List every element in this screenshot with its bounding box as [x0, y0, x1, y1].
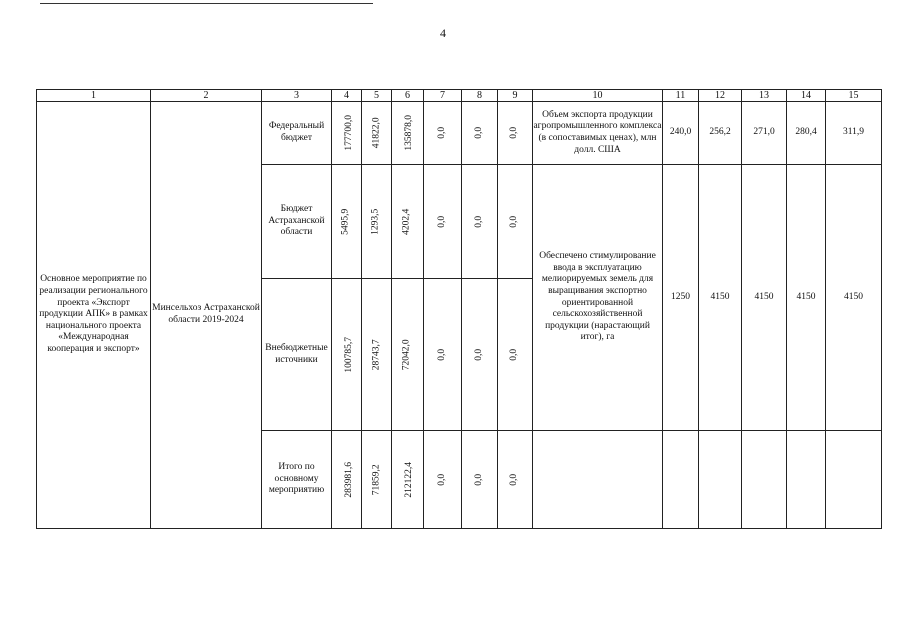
source-cell: [262, 102, 332, 165]
col-header: 6: [392, 90, 424, 102]
col-header: 3: [262, 90, 332, 102]
value-cell: [362, 165, 392, 279]
indicator-value: 280,4: [787, 102, 826, 165]
value-cell: [392, 165, 424, 279]
value-cell: [362, 102, 392, 165]
col-header: 9: [498, 90, 533, 102]
source-name: Бюджет Астраханской области: [268, 204, 325, 238]
value-cell: [424, 165, 462, 279]
value-cell: [332, 165, 362, 279]
executor-name: Минсельхоз Астраханской области 2019-2024: [152, 303, 260, 325]
indicator-value: 4150: [787, 165, 826, 431]
table-row: [37, 102, 882, 165]
empty-cell: [826, 431, 882, 529]
empty-cell: [699, 431, 742, 529]
top-rule: [40, 3, 373, 4]
value-cell: [462, 431, 498, 529]
program-table: [36, 89, 882, 529]
value-cell: [332, 279, 362, 431]
value-cell: [462, 279, 498, 431]
col-header: 14: [787, 90, 826, 102]
col-header: 2: [151, 90, 262, 102]
source-cell: [262, 431, 332, 529]
value-c7: 0,0: [436, 348, 447, 361]
page-number: 4: [440, 26, 446, 40]
source-name: Внебюджетные источники: [265, 342, 328, 365]
value-c4: 283981,6: [344, 461, 355, 498]
indicator-value: 311,9: [826, 102, 882, 165]
value-c7: 0,0: [436, 127, 447, 139]
indicator-value: 4150: [826, 165, 882, 431]
value-cell: [462, 165, 498, 279]
indicator-value: 256,2: [699, 102, 742, 165]
col-header: 15: [826, 90, 882, 102]
value-c5: 28743,7: [371, 339, 382, 370]
value-c6: 212122,4: [404, 461, 415, 498]
empty-cell: [742, 431, 787, 529]
value-c8: 0,0: [473, 215, 484, 228]
value-c4: 5495,9: [340, 208, 351, 235]
col-header: 12: [699, 90, 742, 102]
value-cell: [498, 279, 533, 431]
value-cell: [392, 431, 424, 529]
value-c8: 0,0: [473, 127, 484, 139]
value-c4: 100785,7: [344, 336, 355, 373]
indicator-name: Обеспечено стимулирование ввода в эксплуатацию мелиорируемых земель для выращивания экспортно ориентированной сельскохозяйственной продукции (нарастающий итог), га: [539, 251, 656, 343]
measure-cell: [37, 102, 151, 529]
value-c5: 71859,2: [371, 464, 382, 495]
value-c4: 177700,0: [344, 115, 355, 151]
value-cell: [332, 102, 362, 165]
value-cell: [332, 431, 362, 529]
value-c7: 0,0: [436, 473, 447, 486]
empty-cell: [663, 431, 699, 529]
value-cell: [424, 431, 462, 529]
value-c9: 0,0: [509, 127, 520, 139]
value-cell: [392, 279, 424, 431]
value-c5: 1293,5: [370, 208, 381, 235]
indicator-value: 271,0: [742, 102, 787, 165]
value-c7: 0,0: [436, 215, 447, 228]
indicator-name: Объем экспорта продукции агропромышленного комплекса (в сопоставимых ценах), млн долл. США: [533, 109, 662, 155]
source-name: Итого по основному мероприятию: [268, 462, 325, 496]
indicator-value: 4150: [699, 165, 742, 431]
value-c6: 4202,4: [401, 208, 412, 235]
source-cell: [262, 279, 332, 431]
value-c9: 0,0: [509, 473, 520, 486]
col-header: 8: [462, 90, 498, 102]
source-cell: [262, 165, 332, 279]
indicator-value: 4150: [742, 165, 787, 431]
executor-cell: [151, 102, 262, 529]
value-c6: 72042,0: [401, 339, 412, 370]
col-header: 1: [37, 90, 151, 102]
value-cell: [392, 102, 424, 165]
value-c6: 135878,0: [404, 115, 415, 151]
value-cell: [362, 279, 392, 431]
indicator-cell: [533, 165, 663, 431]
empty-cell: [787, 431, 826, 529]
value-cell: [498, 431, 533, 529]
indicator-value: 1250: [663, 165, 699, 431]
value-c9: 0,0: [509, 215, 520, 228]
value-cell: [424, 279, 462, 431]
indicator-value: 240,0: [663, 102, 699, 165]
value-cell: [498, 165, 533, 279]
value-c9: 0,0: [509, 348, 520, 361]
col-header: 11: [663, 90, 699, 102]
col-header: 7: [424, 90, 462, 102]
col-header: 5: [362, 90, 392, 102]
value-c8: 0,0: [473, 473, 484, 486]
source-name: Федеральный бюджет: [268, 121, 325, 143]
empty-cell: [533, 431, 663, 529]
indicator-cell: [533, 102, 663, 165]
value-c8: 0,0: [473, 348, 484, 361]
value-cell: [424, 102, 462, 165]
col-header: 4: [332, 90, 362, 102]
col-header: 13: [742, 90, 787, 102]
col-header: 10: [533, 90, 663, 102]
value-c5: 41822,0: [371, 117, 382, 149]
value-cell: [462, 102, 498, 165]
value-cell: [362, 431, 392, 529]
header-row: [37, 90, 882, 102]
value-cell: [498, 102, 533, 165]
measure-name: Основное мероприятие по реализации регионального проекта «Экспорт продукции АПК» в рамках национального проекта «Международная кооперация и экспорт»: [39, 274, 148, 354]
